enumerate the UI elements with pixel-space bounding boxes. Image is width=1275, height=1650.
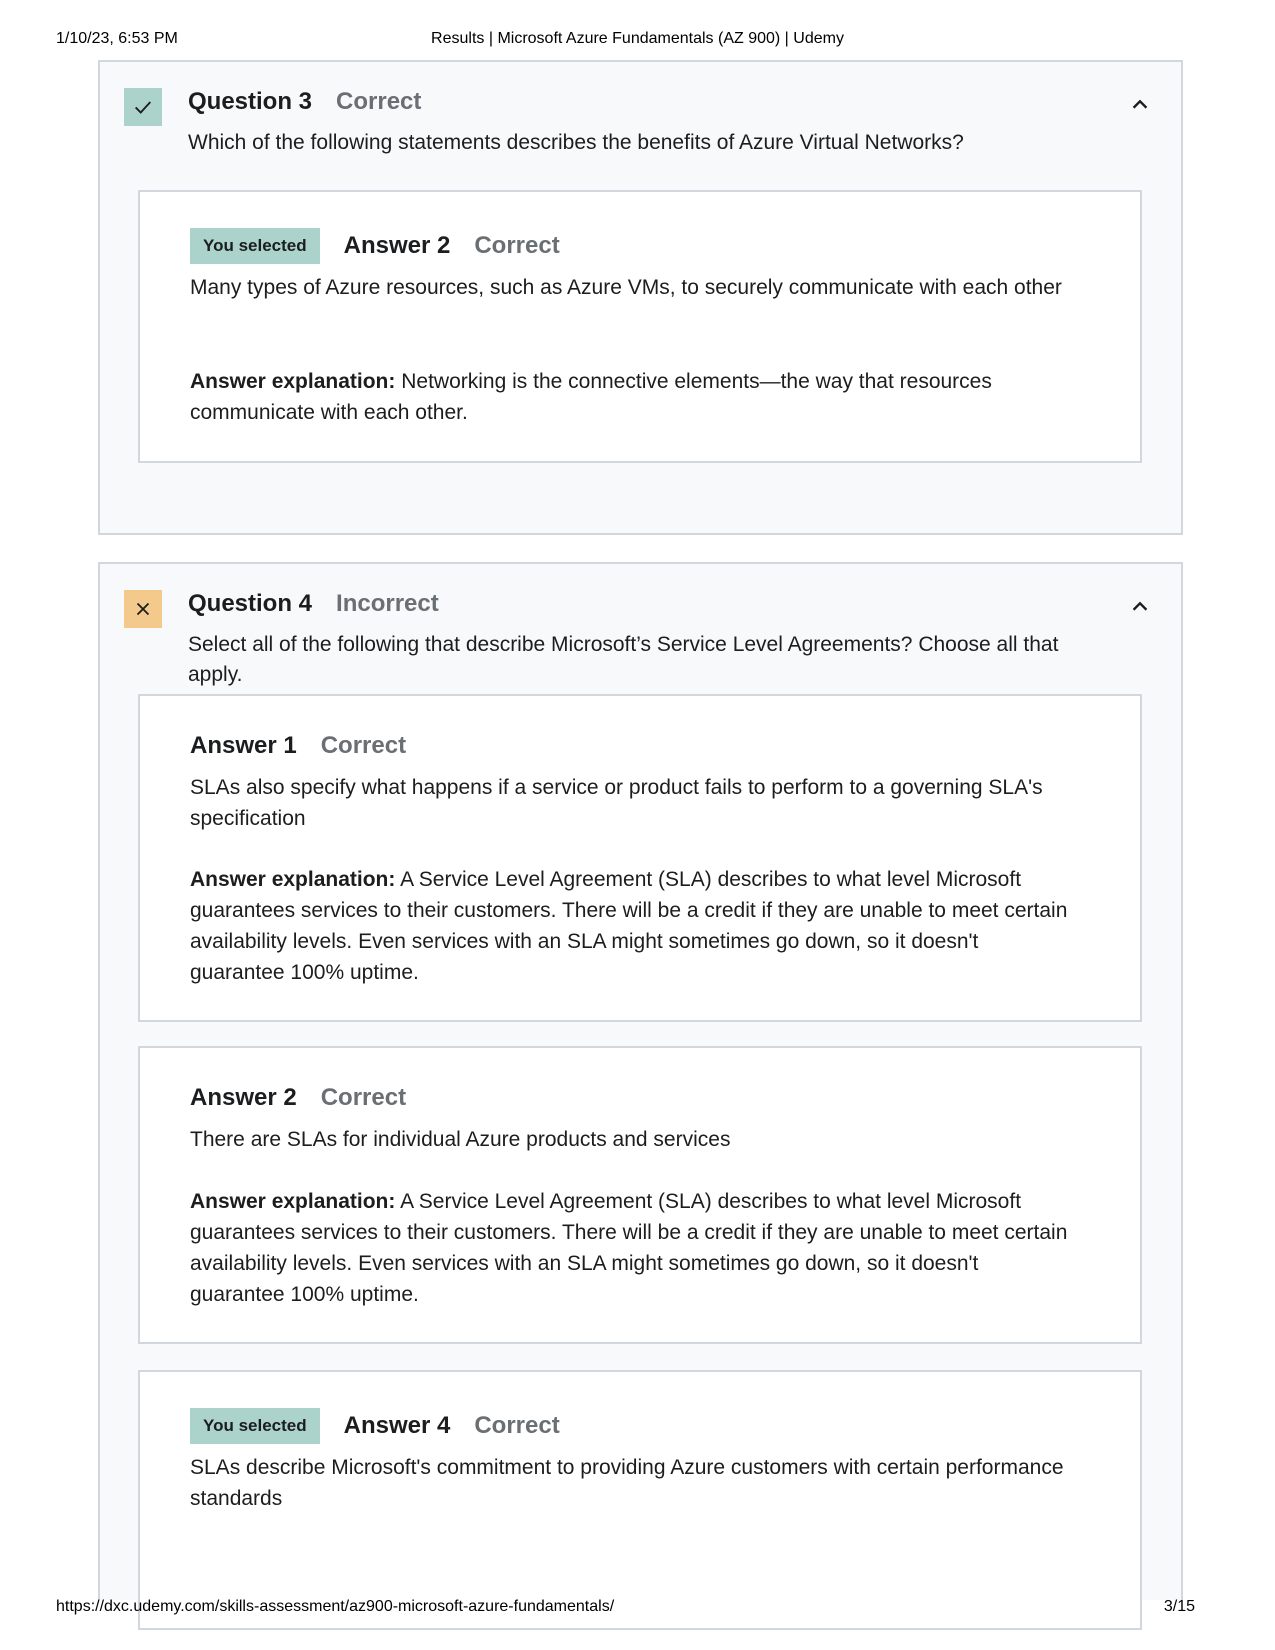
answer-title: Answer 2 [190, 1084, 297, 1111]
answer-explanation-text: Networking is the connective elements—the way that resources communicate with each other. [190, 370, 992, 424]
answer-title: Answer 2 [343, 232, 451, 259]
answer-explanation [190, 1186, 1070, 1310]
question-text: Select all of the following that describe Microsoft’s Service Level Agreements? Choose all that apply. [188, 633, 1059, 686]
page-counter: 3/15 [1163, 1598, 1195, 1615]
print-url[interactable]: https://dxc.udemy.com/skills-assessment/az900-microsoft-azure-fundamentals/ [56, 1598, 615, 1615]
answer-result: Correct [320, 1084, 407, 1111]
print-datetime: 1/10/23, 6:53 PM [56, 30, 178, 47]
question-header [188, 590, 439, 618]
answer-card [138, 1046, 1142, 1344]
answer-card [138, 190, 1142, 463]
chevron-up-icon[interactable] [1129, 596, 1151, 618]
answer-result: Correct [474, 1412, 560, 1439]
answer-text: There are SLAs for individual Azure products and services [190, 1128, 731, 1151]
check-icon [124, 88, 162, 126]
question-header [188, 88, 421, 116]
answer-explanation [190, 864, 1070, 988]
answer-explanation-label: Answer explanation: [190, 868, 396, 891]
answer-header [190, 1084, 406, 1112]
question-text: Which of the following statements describes the benefits of Azure Virtual Networks? [188, 131, 964, 154]
answer-explanation-text: A Service Level Agreement (SLA) describes to what level Microsoft guarantees services to their customers. There will be a credit if they are unable to meet certain availability levels. Even services with an SLA might sometimes go down, so it doesn't guarantee 100% uptime. [190, 1190, 1068, 1306]
you-selected-badge: You selected [190, 228, 320, 264]
answer-title: Answer 1 [190, 732, 297, 759]
answer-card [138, 694, 1142, 1022]
x-icon [124, 590, 162, 628]
answer-explanation-label: Answer explanation: [190, 370, 396, 393]
question-result: Correct [336, 88, 422, 115]
answer-header [190, 732, 406, 760]
you-selected-badge: You selected [190, 1408, 320, 1444]
answer-header [190, 228, 560, 264]
question-title: Question 3 [188, 88, 313, 115]
answer-explanation-text: A Service Level Agreement (SLA) describes to what level Microsoft guarantees services to their customers. There will be a credit if they are unable to meet certain availability levels. Even services with an SLA might sometimes go down, so it doesn't guarantee 100% uptime. [190, 868, 1068, 984]
chevron-up-icon[interactable] [1129, 94, 1151, 116]
answer-text: Many types of Azure resources, such as Azure VMs, to securely communicate with each other [190, 276, 1062, 299]
answer-title: Answer 4 [343, 1412, 451, 1439]
question-card [98, 60, 1183, 535]
answer-explanation [190, 366, 1070, 428]
answer-explanation-label: Answer explanation: [190, 1190, 396, 1213]
answer-text: SLAs also specify what happens if a service or product fails to perform to a governing SLA's specification [190, 776, 1043, 830]
print-page-title: Results | Microsoft Azure Fundamentals (AZ 900) | Udemy [431, 30, 844, 47]
answer-result: Correct [320, 732, 407, 759]
question-result: Incorrect [336, 590, 439, 617]
question-card [98, 562, 1183, 1600]
answer-text: SLAs describe Microsoft's commitment to providing Azure customers with certain performance standards [190, 1456, 1064, 1510]
answer-header [190, 1408, 560, 1444]
answer-card [138, 1370, 1142, 1630]
answer-result: Correct [474, 232, 560, 259]
question-title: Question 4 [188, 590, 313, 617]
